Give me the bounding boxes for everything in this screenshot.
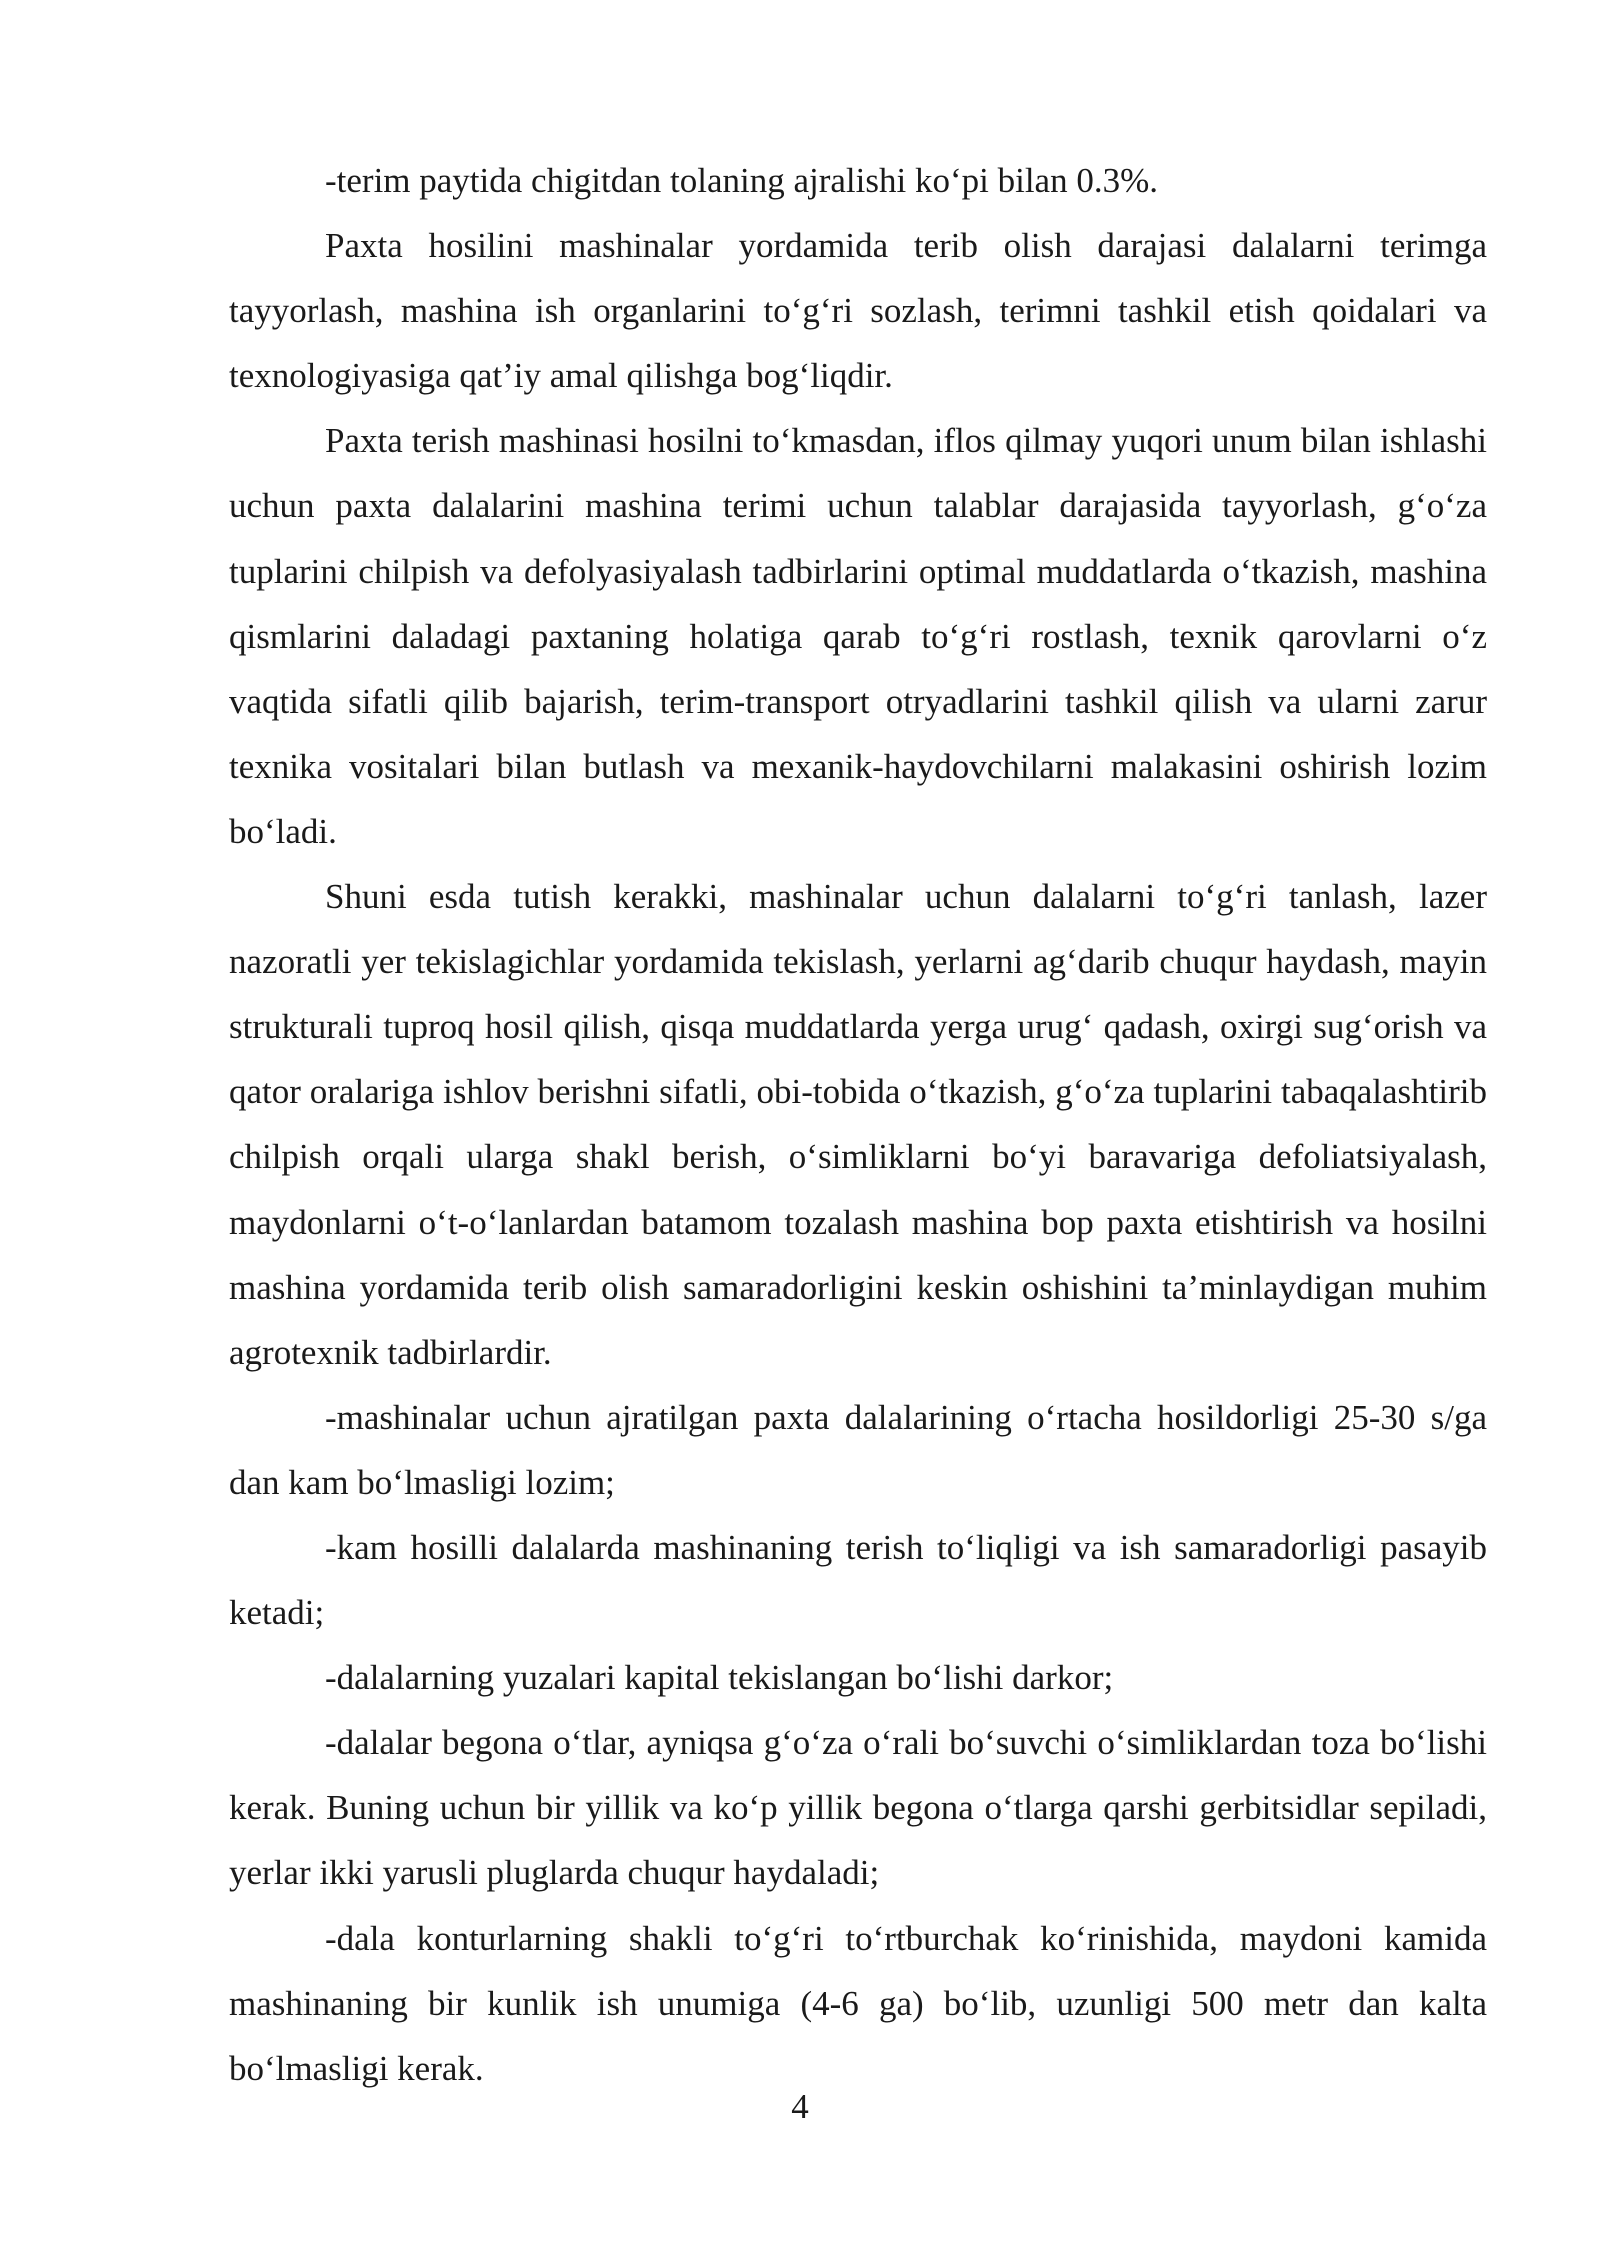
paragraph-machine-preparation: Paxta terish mashinasi hosilni to‘kmasdan, iflos qilmay yuqori unum bilan ishlashi uchun paxta dalalarini mashina terimi uchun talablar darajasida tayyorlash, g‘o‘za tuplarini chilpish va defolyasiyalash tadbirlarini optimal muddatlarda o‘tkazish, mashina qismlarini daladagi paxtaning holatiga qarab to‘g‘ri rostlash, texnik qarovlarni o‘z vaqtida sifatli qilib bajarish, terim-transport otryadlarini tashkil qilish va ularni zarur texnika vositalari bilan butlash va mexanik-haydovchilarni malakasini oshirish lozim bo‘ladi.	[229, 421, 1487, 851]
paragraph-weed-control: -dalalar begona o‘tlar, ayniqsa g‘o‘za o‘rali bo‘suvchi o‘simliklardan toza bo‘lishi kerak. Buning uchun bir yillik va ko‘p yillik begona o‘tlarga qarshi gerbitsidlar sepiladi, yerlar ikki yarusli pluglarda chuqur haydaladi;	[229, 1723, 1487, 1893]
paragraph-low-yield-fields: -kam hosilli dalalarda mashinaning terish to‘liqligi va ish samaradorligi pasayib ketadi;	[229, 1527, 1487, 1633]
paragraph-agrotechnical-measures: Shuni esda tutish kerakki, mashinalar uchun dalalarni to‘g‘ri tanlash, lazer nazoratli yer tekislagichlar yordamida tekislash, yerlarni ag‘darib chuqur haydash, mayin strukturali tuproq hosil qilish, qisqa muddatlarda yerga urug‘ qadash, oxirgi sug‘orish va qator oralariga ishlov berishni sifatli, obi-tobida o‘tkazish, g‘o‘za tuplarini tabaqalashtirib chilpish orqali ularga shakl berish, o‘simliklarni bo‘yi baravariga defoliatsiyalash, maydonlarni o‘t-o‘lanlardan batamom tozalash mashina bop paxta etishtirish va hosilni mashina yordamida terib olish samaradorligini keskin oshishini ta’minlaydigan muhim agrotexnik tadbirlardir.	[229, 877, 1487, 1372]
paragraph-field-shape: -dala konturlarning shakli to‘g‘ri to‘rtburchak ko‘rinishida, maydoni kamida mashinaning bir kunlik ish unumiga (4-6 ga) bo‘lib, uzunligi 500 metr dan kalta bo‘lmasligi kerak.	[229, 1918, 1487, 2088]
paragraph-field-leveling: -dalalarning yuzalari kapital tekislangan bo‘lishi darkor;	[325, 1658, 1114, 1698]
paragraph-harvest-level: Paxta hosilini mashinalar yordamida terib olish darajasi dalalarni terimga tayyorlash, mashina ish organlarini to‘g‘ri sozlash, terimni tashkil etish qoidalari va texnologiyasiga qat’iy amal qilishga bog‘liqdir.	[229, 226, 1487, 396]
paragraph-fiber-separation: -terim paytida chigitdan tolaning ajralishi ko‘pi bilan 0.3%.	[325, 161, 1158, 200]
page-number: 4	[791, 2087, 809, 2126]
paragraph-yield-requirement: -mashinalar uchun ajratilgan paxta dalalarining o‘rtacha hosildorligi 25-30 s/ga dan kam bo‘lmasligi lozim;	[229, 1397, 1487, 1502]
body-text	[229, 148, 1487, 2101]
